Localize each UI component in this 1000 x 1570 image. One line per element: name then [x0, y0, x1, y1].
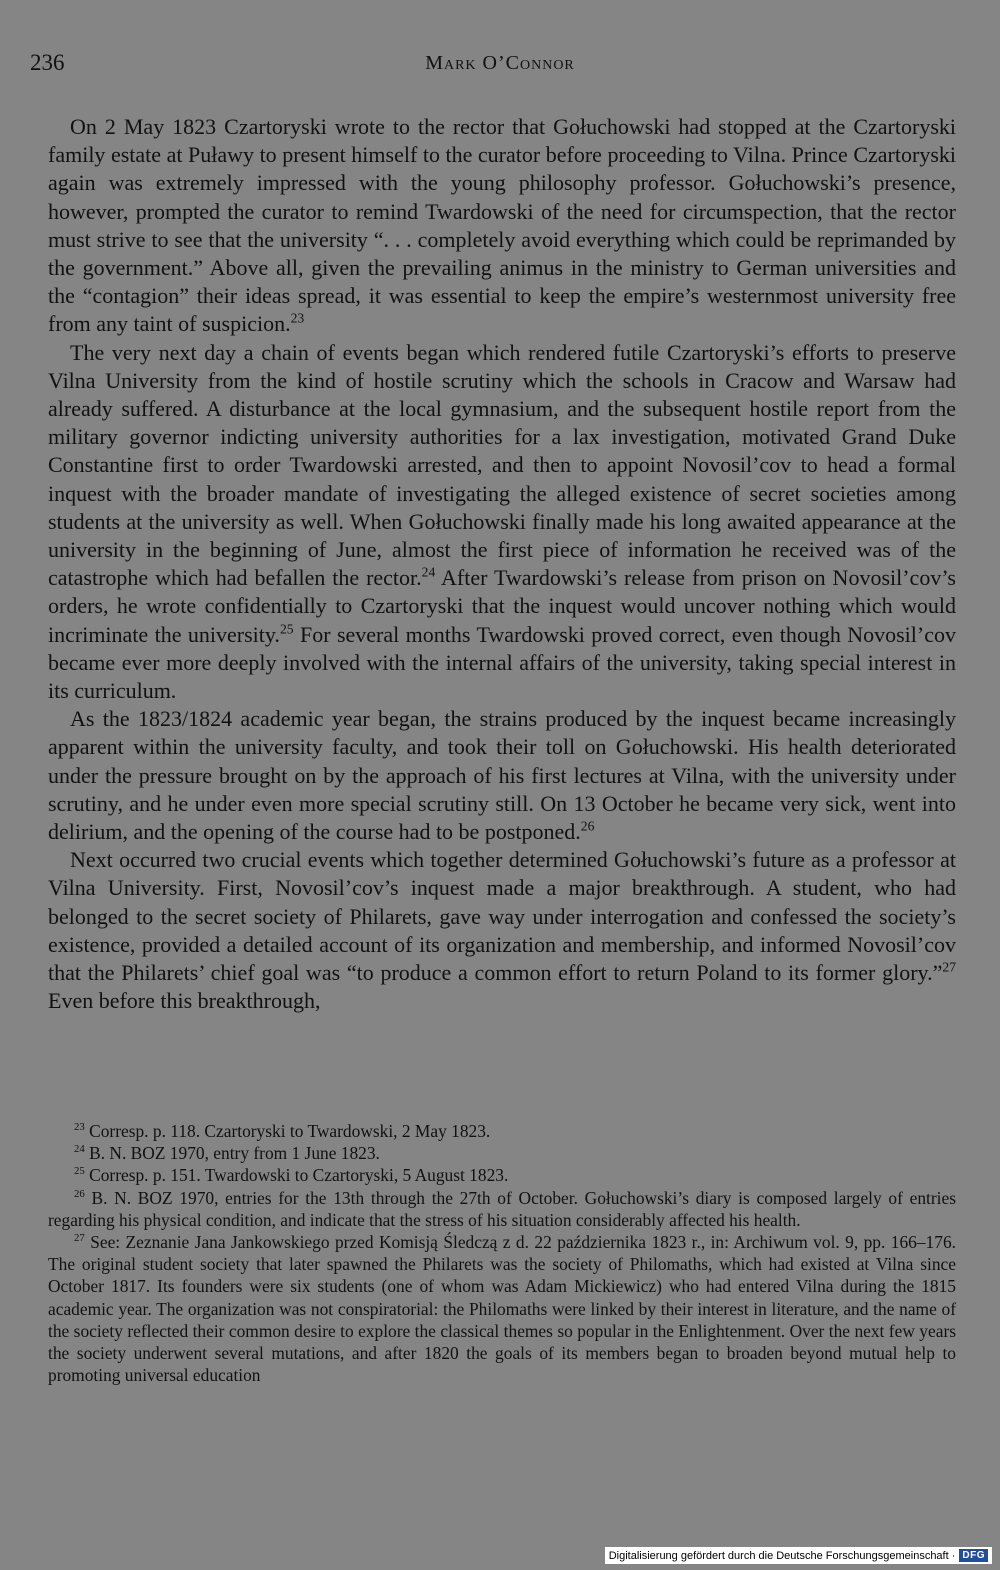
credit-text: Digitalisierung gefördert durch die Deutsche Forschungsgemeinschaft · — [608, 1549, 956, 1562]
footnote-text: See: Zeznanie Jana Jankowskiego przed Komisją Śledczą z d. 22 października 1823 r., in: Archiwum vol. 9, pp. 166–176. The original student society that later spawned the Philarets was the society of Philomaths, which had existed at Vilna since October 1817. Its founders were six students (one of whom was Adam Mickiewicz) who had entered Vilna during the 1815 academic year. The organization was not conspiratorial: the Philomaths were linked by their interest in literature, and the name of the society reflected their common desire to explore the classical themes so popular in the Enlightenment. Over the next few years the society underwent several mutations, and after 1820 the goals of its members began to broaden beyond mutual help to promoting universal education — [48, 1232, 956, 1386]
footnote — [48, 1120, 956, 1142]
running-head: Mark O’Connor — [425, 52, 575, 74]
paragraph — [48, 113, 956, 339]
paragraph-text: Even before this breakthrough, — [48, 988, 321, 1014]
footnote — [48, 1142, 956, 1164]
paragraph-text: As the 1823/1824 academic year began, the strains produced by the inquest became increasingly apparent within the university faculty, and took their toll on Gołuchowski. His health deteriorated under the pressure brought on by the approach of his first lectures at Vilna, with the university under scrutiny, and he under even more special scrutiny still. On 13 October he became very sick, went into delirium, and the opening of the course had to be postponed. — [48, 706, 956, 845]
paragraph-text: After Twardowski’s release from prison on Novosil’cov’s orders, he wrote confidentially to Czartoryski that the inquest would uncover nothing which would incriminate the university. — [48, 565, 956, 647]
footnote-ref: 26 — [580, 818, 595, 834]
footnote-number: 27 — [74, 1232, 85, 1245]
page-number: 236 — [30, 50, 65, 75]
dfg-logo: DFG — [959, 1549, 988, 1562]
paragraph-text: The very next day a chain of events began which rendered futile Czartoryski’s efforts to preserve Vilna University from the kind of hostile scrutiny which the schools in Cracow and Warsaw had already suffered. A disturbance at the local gymnasium, and the subsequent hostile report from the military governor indicting university authorities for a lax investigation, motivated Grand Duke Constantine first to order Twardowski arrested, and then to appoint Novosil’cov to head a formal inquest with the broader mandate of investigating the alleged existence of secret societies among students at the university as well. When Gołuchowski finally made his long awaited appearance at the university in the beginning of June, almost the first piece of information he received was of the catastrophe which had befallen the rector. — [48, 339, 956, 591]
footnote-text: B. N. BOZ 1970, entries for the 13th through the 27th of October. Gołuchowski’s diary is composed largely of entries regarding his physical condition, and indicate that the stress of his situation considerably affected his health. — [48, 1187, 956, 1230]
footnote — [48, 1231, 956, 1386]
paragraph — [48, 339, 956, 706]
paragraph — [48, 705, 956, 846]
digitization-credit — [605, 1547, 992, 1564]
paragraph — [48, 846, 956, 1015]
paragraph-text: On 2 May 1823 Czartoryski wrote to the rector that Gołuchowski had stopped at the Czartoryski family estate at Puławy to present himself to the curator before proceeding to Vilna. Prince Czartoryski again was extremely impressed with the young philosophy professor. Gołuchowski’s presence, however, prompted the curator to remind Twardowski of the need for circumspection, that the rector must strive to see that the university “. . . completely avoid everything which could be reprimanded by the government.” Above all, given the prevailing animus in the ministry to German universities and the “contagion” their ideas spread, it was essential to keep the empire’s westernmost university free from any taint of suspicion. — [48, 114, 956, 337]
footnote-text: Corresp. p. 151. Twardowski to Czartoryski, 5 August 1823. — [89, 1165, 509, 1186]
paragraph-text: Next occurred two crucial events which together determined Gołuchowski’s future as a professor at Vilna University. First, Novosil’cov’s inquest made a major breakthrough. A student, who had belonged to the secret society of Philarets, gave way under interrogation and confessed the society’s existence, provided a detailed account of its organization and membership, and informed Novosil’cov that the Philarets’ chief goal was “to produce a common effort to return Poland to its former glory.” — [48, 847, 956, 986]
footnote-ref: 25 — [279, 621, 294, 637]
footnote-number: 26 — [74, 1187, 85, 1200]
footnote-number: 23 — [74, 1121, 85, 1134]
footnote-text: B. N. BOZ 1970, entry from 1 June 1823. — [89, 1143, 380, 1164]
footnote — [48, 1187, 956, 1231]
footnote-text: Corresp. p. 118. Czartoryski to Twardowski, 2 May 1823. — [89, 1121, 491, 1141]
footnote-number: 24 — [74, 1143, 85, 1156]
footnote-ref: 24 — [421, 564, 436, 580]
paragraph-text: For several months Twardowski proved correct, even though Novosil’cov became ever more deeply involved with the internal affairs of the university, taking special interest in its curriculum. — [48, 621, 956, 704]
body-text — [48, 113, 956, 1016]
footnotes — [48, 1120, 956, 1386]
footnote-number: 25 — [74, 1165, 85, 1178]
footnote — [48, 1164, 956, 1186]
footnote-ref: 27 — [942, 959, 956, 975]
footnote-ref: 23 — [290, 311, 305, 327]
